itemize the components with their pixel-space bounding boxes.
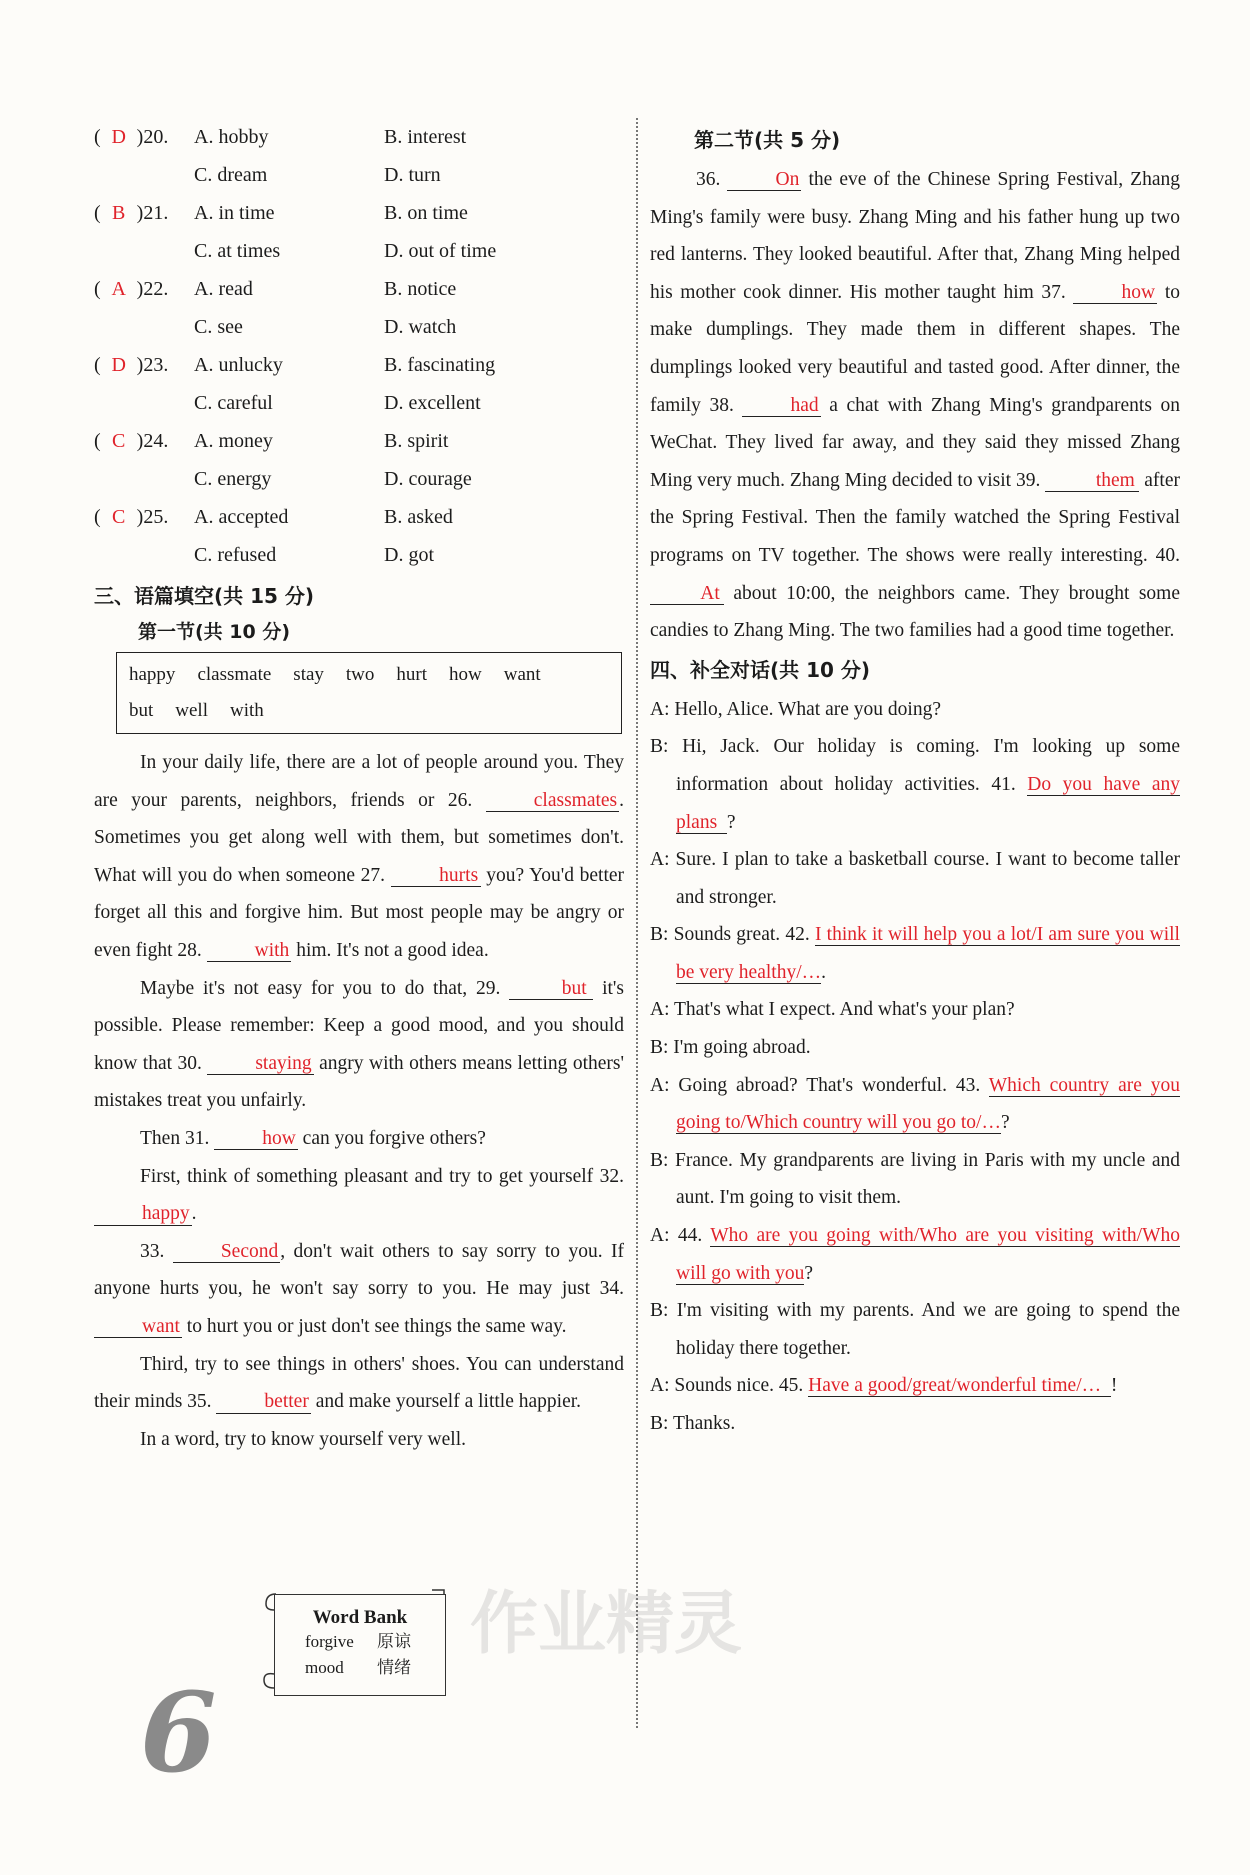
dialogue-line: A: That's what I expect. And what's your plan? [650,999,1015,1021]
mc-question-row-2 [94,536,624,574]
passage-paragraph: First, think of something pleasant and try to get yourself 32. happy . [94,1158,624,1233]
answer-30: staying [207,1053,313,1075]
answer-28: with [207,940,292,962]
column-divider [636,118,638,1728]
dialogue-line: A: Going abroad? That's wonderful. 43. Which country are you going to/Which country will you go to/…? [650,1074,1180,1134]
mc-question-row [94,194,624,232]
part1-title: 第一节(共 10 分) [138,621,291,643]
answer-45: Have a good/great/wonderful time/… [808,1375,1111,1397]
answer-27: hurts [391,865,481,887]
mc-number: ( A )22. [94,277,169,300]
mc-number: ( B )21. [94,201,169,224]
answer-33: Second [173,1241,280,1263]
passage-paragraph: In a word, try to know yourself very well. [140,1428,467,1450]
mc-option-a: A. accepted [194,505,289,528]
mc-option-b: B. fascinating [384,353,496,376]
part2-title: 第二节(共 5 分) [694,128,841,152]
dialogue-line: A: Sounds nice. 45. Have a good/great/wonderful time/… ! [650,1375,1118,1397]
word-bank-box [262,1580,446,1698]
passage-paragraph: Then 31. how can you forgive others? [140,1127,486,1149]
word-bank-panel [274,1594,446,1696]
mc-question-row-2 [94,308,624,346]
mc-option-d: D. out of time [384,239,497,262]
answer-38: had [742,395,820,417]
mc-number: ( C )24. [94,429,169,452]
dialogue-line: A: Sure. I plan to take a basketball course. I want to become taller and stronger. [650,849,1180,908]
answer-44: Who are you going with/Who are you visiting with/Who will go with you [676,1225,1181,1284]
mc-answer: A [111,277,126,300]
answer-26: classmates [486,790,619,812]
answer-36: On [727,169,801,191]
right-column [650,118,1180,1443]
answer-42: I think it will help you a lot/I am sure you will be very healthy/… [676,924,1180,983]
answer-31: how [214,1128,298,1150]
mc-question-row-2 [94,460,624,498]
mc-option-b: B. asked [384,505,453,528]
word-option: well [175,700,208,721]
answer-34: want [94,1316,182,1338]
passage-paragraph: Maybe it's not easy for you to do that, 29. but it's possible. Please remember: Keep a good mood, and you should know that 30. staying angry with others means letting others' mistakes treat you unfairly. [94,977,624,1112]
section3-title: 三、语篇填空(共 15 分) [94,584,315,608]
mc-number: ( D )23. [94,353,169,376]
dialogue-line: B: Thanks. [650,1413,736,1434]
word-bank-row: forgive 原谅 [305,1632,411,1651]
mc-option-b: B. on time [384,201,468,224]
answer-37: how [1073,282,1157,304]
dialogue-line: A: Hello, Alice. What are you doing? [650,698,941,720]
mc-question-row-2 [94,156,624,194]
mc-answer: B [112,201,126,224]
word-choice-box [116,652,622,734]
mc-question-row [94,498,624,536]
mc-option-c: C. energy [194,467,272,490]
dialogue-line: B: I'm visiting with my parents. And we are going to spend the holiday there together. [650,1300,1180,1359]
passage-paragraph: 33. Second , don't wait others to say sorry to you. If anyone hurts you, he won't say sorry to you. He may just 34. want to hurt you or just don't see things the same way. [94,1240,625,1337]
word-bank-row: mood 情绪 [305,1658,411,1677]
watermark: 作业精灵 [470,1585,743,1664]
word-option: two [345,664,375,685]
answer-35: better [216,1391,310,1413]
answer-29: but [509,978,593,1000]
mc-option-d: D. got [384,543,434,566]
word-bank-title: Word Bank [312,1607,408,1628]
mc-question-row [94,270,624,308]
word-option: but [129,700,154,721]
multiple-choice-list [94,118,624,574]
mc-option-c: C. careful [194,391,273,414]
mc-answer: D [111,125,126,148]
mc-number: ( D )20. [94,125,169,148]
mc-number: ( C )25. [94,505,169,528]
answer-41: Do you have any plans [676,773,1181,833]
passage-paragraph: In your daily life, there are a lot of people around you. They are your parents, neighbors, friends or 26. classmates . Sometimes you get along well with them, but sometimes don't. What will you do when someone 27. hurts you? You'd better forget all this and forgive him. But most people may be angry or even fight 28. with him. It's not a good idea. [94,752,625,961]
dialogue-line: B: Sounds great. 42. I think it will help you a lot/I am sure you will be very healthy/…. [650,924,1180,983]
word-option: with [230,700,264,721]
answer-32: happy [94,1203,192,1225]
mc-question-row [94,118,624,156]
page-number: 6 [140,1668,217,1797]
mc-option-a: A. read [194,277,253,300]
mc-option-b: B. interest [384,125,467,148]
word-option: classmate [197,664,272,685]
mc-question-row-2 [94,232,624,270]
answer-40: At [650,583,724,605]
section4-title: 四、补全对话(共 10 分) [650,657,871,682]
mc-option-a: A. money [194,429,273,452]
passage-paragraph: Third, try to see things in others' shoes. You can understand their minds 35. better and make yourself a little happier. [94,1353,624,1413]
word-option: want [503,664,541,685]
mc-option-d: D. watch [384,315,457,338]
mc-answer: C [112,429,126,452]
passage2-paragraph: 36. On the eve of the Chinese Spring Festival, Zhang Ming's family were busy. Zhang Ming and his father hung up two red lanterns. They looked beautiful. After that, Zhang Ming helped his mother cook dinner. His mother taught him 37. how to make dumplings. They made them in different shapes. The dumplings looked very beautiful and tasted good. After dinner, the family 38. had a chat with Zhang Ming's grandparents on WeChat. They lived far away, and they said they missed Zhang Ming very much. Zhang Ming decided to visit 39. them after the Spring Festival. Then the family watched the Spring Festival programs on TV together. The shows were really interesting. 40. At about 10:00, the neighbors came. They brought some candies to Zhang Ming. The two families had a good time together. [650,169,1181,642]
dialogue-line: B: Hi, Jack. Our holiday is coming. I'm looking up some information about holiday activities. 41. Do you have any plans ? [650,736,1181,833]
mc-option-c: C. at times [194,239,281,262]
word-option: how [449,664,482,685]
dialogue-line: B: I'm going abroad. [650,1037,811,1059]
mc-option-d: D. courage [384,467,472,490]
mc-answer: D [111,353,126,376]
mc-question-row [94,346,624,384]
answer-43: Which country are you going to/Which country will you go to/… [676,1074,1180,1134]
mc-option-a: A. unlucky [194,353,283,376]
mc-option-d: D. turn [384,163,441,186]
mc-question-row-2 [94,384,624,422]
answer-39: them [1045,470,1139,492]
word-option: hurt [396,664,428,685]
dialogue-line: A: 44. Who are you going with/Who are you visiting with/Who will go with you? [650,1225,1181,1284]
word-option: happy [129,664,176,685]
mc-option-b: B. notice [384,277,457,300]
mc-option-a: A. hobby [194,125,269,148]
dialogue-line: B: France. My grandparents are living in Paris with my uncle and aunt. I'm going to visit them. [650,1149,1180,1209]
mc-option-d: D. excellent [384,391,481,414]
mc-option-a: A. in time [194,201,275,224]
left-column [94,118,624,1458]
mc-option-c: C. dream [194,163,268,186]
mc-option-c: C. see [194,315,243,338]
mc-option-c: C. refused [194,543,277,566]
mc-option-b: B. spirit [384,429,449,452]
word-option: stay [293,664,324,685]
mc-answer: C [112,505,126,528]
mc-question-row [94,422,624,460]
